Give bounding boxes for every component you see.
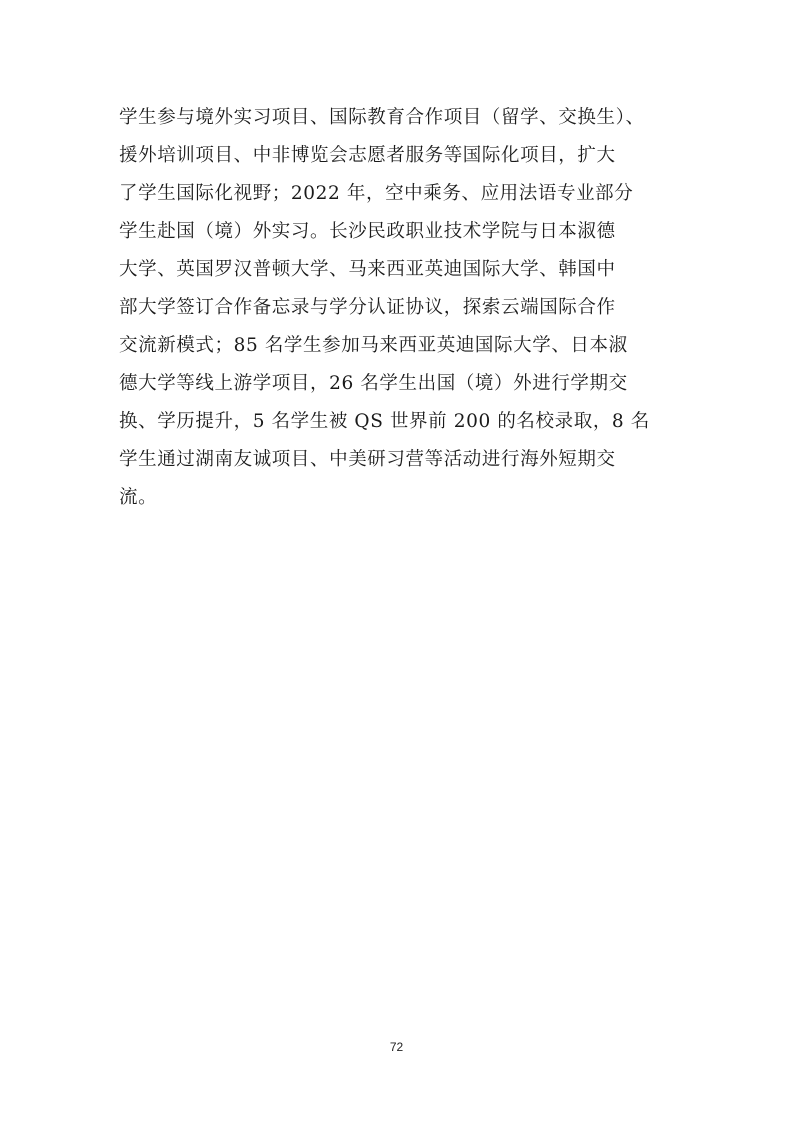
paragraph-line: 交流新模式；85 名学生参加马来西亚英迪国际大学、日本淑: [119, 335, 628, 356]
paragraph-line: 援外培训项目、中非博览会志愿者服务等国际化项目，扩大: [119, 145, 616, 166]
paragraph-line: 了学生国际化视野；2022 年，空中乘务、应用法语专业部分: [119, 183, 634, 204]
paragraph-line: 流。: [119, 487, 158, 508]
paragraph-line: 学生通过湖南友诚项目、中美研习营等活动进行海外短期交: [119, 449, 616, 470]
page-number: 72: [389, 1040, 404, 1054]
paragraph-line: 学生参与境外实习项目、国际教育合作项目（留学、交换生）、: [119, 107, 645, 128]
paragraph-line: 部大学签订合作备忘录与学分认证协议，探索云端国际合作: [119, 297, 616, 318]
paragraph-line: 学生赴国（境）外实习。长沙民政职业技术学院与日本淑德: [119, 221, 616, 242]
paragraph-line: 大学、英国罗汉普顿大学、马来西亚英迪国际大学、韩国中: [119, 259, 616, 280]
paragraph-line: 德大学等线上游学项目，26 名学生出国（境）外进行学期交: [119, 373, 628, 394]
body-paragraph: [119, 99, 677, 517]
paragraph-line: 换、学历提升，5 名学生被 QS 世界前 200 的名校录取，8 名: [119, 411, 650, 432]
